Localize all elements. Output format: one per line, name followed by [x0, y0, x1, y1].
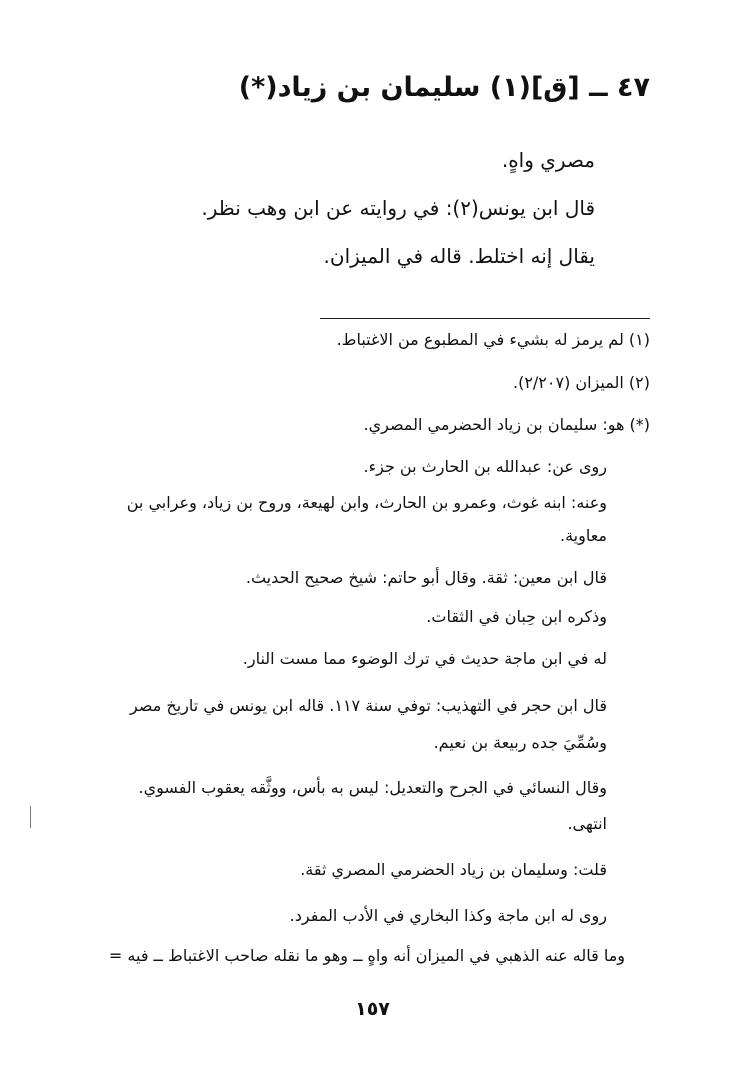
- footnote-line: (١) لم يرمز له بشيء في المطبوع من الاغتباط.: [336, 330, 650, 349]
- footnote-line: معاوية.: [559, 526, 607, 545]
- footnote-line: قال ابن حجر في التهذيب: توفي سنة ١١٧. قاله ابن يونس في تاريخ مصر: [130, 696, 607, 715]
- footnote-line: وسُمِّيَ جده ربيعة بن نعيم.: [433, 733, 607, 752]
- footnote-line: (*) هو: سليمان بن زياد الحضرمي المصري.: [363, 415, 650, 434]
- footnote-line: وما قاله عنه الذهبي في الميزان أنه واهٍ ــ وهو ما نقله صاحب الاغتباط ــ فيه =: [108, 946, 625, 965]
- footnote-line: قال ابن معين: ثقة. وقال أبو حاتم: شيخ صحيح الحديث.: [245, 568, 607, 587]
- footnote-line: وعنه: ابنه غوث، وعمرو بن الحارث، وابن لهيعة، وروح بن زياد، وعرابي بن: [126, 493, 607, 512]
- footnote-separator: [320, 318, 650, 319]
- main-text-line: يقال إنه اختلط. قاله في الميزان.: [323, 244, 595, 268]
- footnote-line: وقال النسائي في الجرح والتعديل: ليس به بأس، ووثَّقه يعقوب الفسوي.: [138, 778, 607, 797]
- footnote-line: (٢) الميزان (٢/٢٠٧).: [512, 373, 650, 392]
- main-text-line: قال ابن يونس(٢): في روايته عن ابن وهب نظر.: [201, 196, 595, 220]
- footnote-line: وذكره ابن حِبان في الثقات.: [426, 607, 607, 626]
- footnote-line: روى له ابن ماجة وكذا البخاري في الأدب المفرد.: [289, 906, 607, 925]
- footnote-line: روى عن: عبدالله بن الحارث بن جزء.: [363, 457, 607, 476]
- footnote-line: قلت: وسليمان بن زياد الحضرمي المصري ثقة.: [300, 860, 607, 879]
- margin-mark: [30, 806, 31, 828]
- entry-title: ٤٧ ــ [ق](١) سليمان بن زياد(*): [238, 72, 650, 103]
- footnote-line: انتهى.: [567, 814, 607, 833]
- page-number: ١٥٧: [355, 998, 390, 1020]
- main-text-line: مصري واهٍ.: [501, 148, 595, 172]
- footnote-line: له في ابن ماجة حديث في ترك الوضوء مما مست النار.: [242, 649, 607, 668]
